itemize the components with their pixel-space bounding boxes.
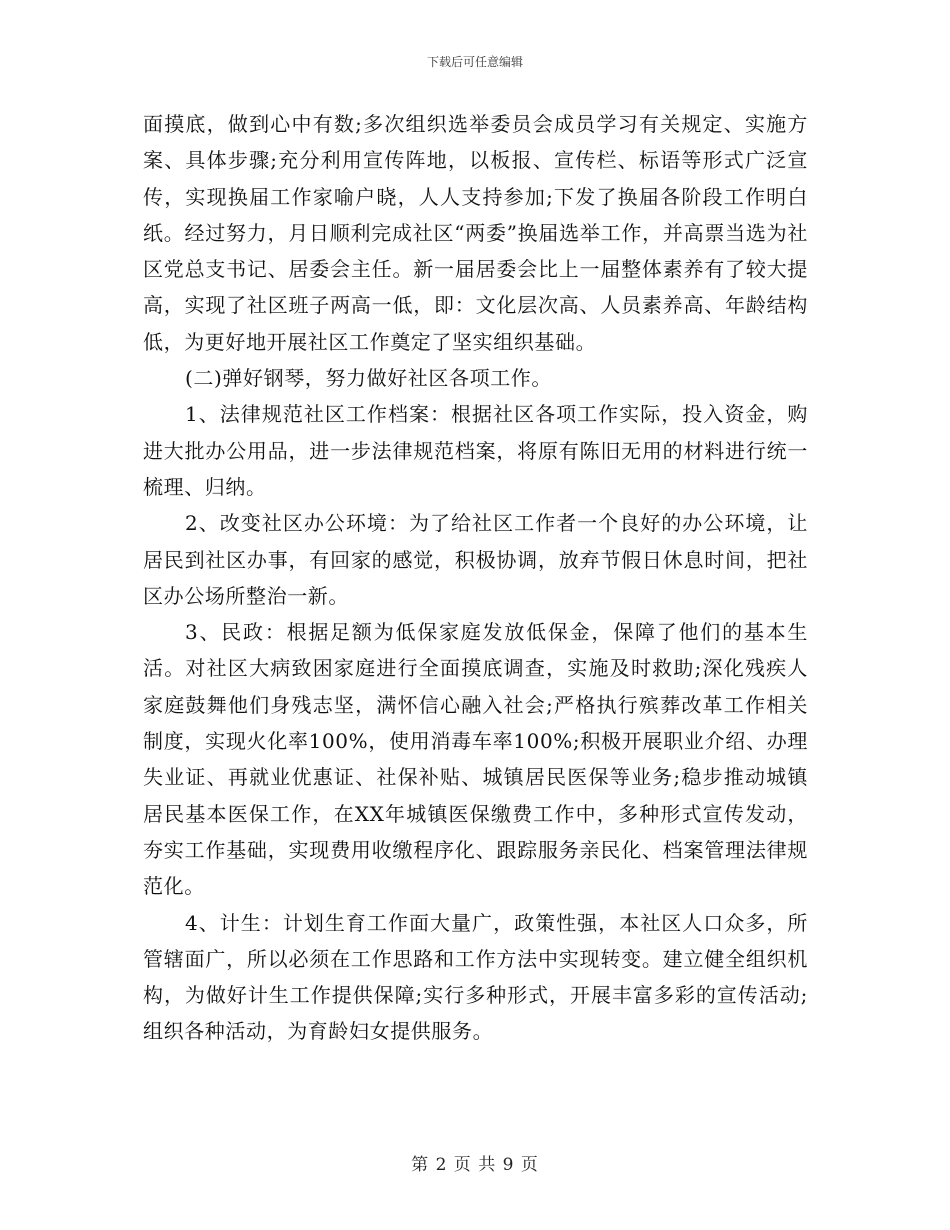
document-body <box>143 106 808 1050</box>
paragraph-office-environment: 2、改变社区办公环境：为了给社区工作者一个良好的办公环境，让居民到社区办事，有回家的感觉，积极协调，放弃节假日休息时间，把社区办公场所整治一新。 <box>143 511 808 608</box>
paragraph-continuation: 面摸底，做到心中有数;多次组织选举委员会成员学习有关规定、实施方案、具体步骤;充分利用宣传阵地，以板报、宣传栏、标语等形式广泛宣传，实现换届工作家喻户晓，人人支持参加;下发了换届各阶段工作明白纸。经过努力，月日顺利完成社区“两委”换届选举工作，并高票当选为社区党总支书记、居委会主任。新一届居委会比上一届整体素养有了较大提高，实现了社区班子两高一低，即：文化层次高、人员素养高、年龄结构低，为更好地开展社区工作奠定了坚实组织基础。 <box>143 112 809 354</box>
section-heading: (二)弹好钢琴，努力做好社区各项工作。 <box>185 366 553 391</box>
page-number: 第 2 页 共 9 页 <box>411 1155 539 1175</box>
page-header <box>0 54 950 70</box>
header-note: 下载后可任意编辑 <box>426 55 523 69</box>
paragraph-family-planning: 4、计生：计划生育工作面大量广，政策性强，本社区人口众多，所管辖面广，所以必须在工作思路和工作方法中实现转变。建立健全组织机构，为做好计生工作提供保障;实行多种形式，开展丰富多彩的宣传活动;组织各种活动，为育龄妇女提供服务。 <box>143 910 808 1044</box>
page-footer <box>0 1154 950 1176</box>
paragraph-archives: 1、法律规范社区工作档案：根据社区各项工作实际，投入资金，购进大批办公用品，进一步法律规范档案，将原有陈旧无用的材料进行统一梳理、归纳。 <box>143 402 808 499</box>
paragraph-civil-affairs: 3、民政：根据足额为低保家庭发放低保金，保障了他们的基本生活。对社区大病致困家庭进行全面摸底调查，实施及时救助;深化残疾人家庭鼓舞他们身残志坚，满怀信心融入社会;严格执行殡葬改革工作相关制度，实现火化率100%，使用消毒车率100%;积极开展职业介绍、办理失业证、再就业优惠证、社保补贴、城镇居民医保等业务;稳步推动城镇居民基本医保工作，在XX年城镇医保缴费工作中，多种形式宣传发动，夯实工作基础，实现费用收缴程序化、跟踪服务亲民化、档案管理法律规范化。 <box>143 620 808 899</box>
